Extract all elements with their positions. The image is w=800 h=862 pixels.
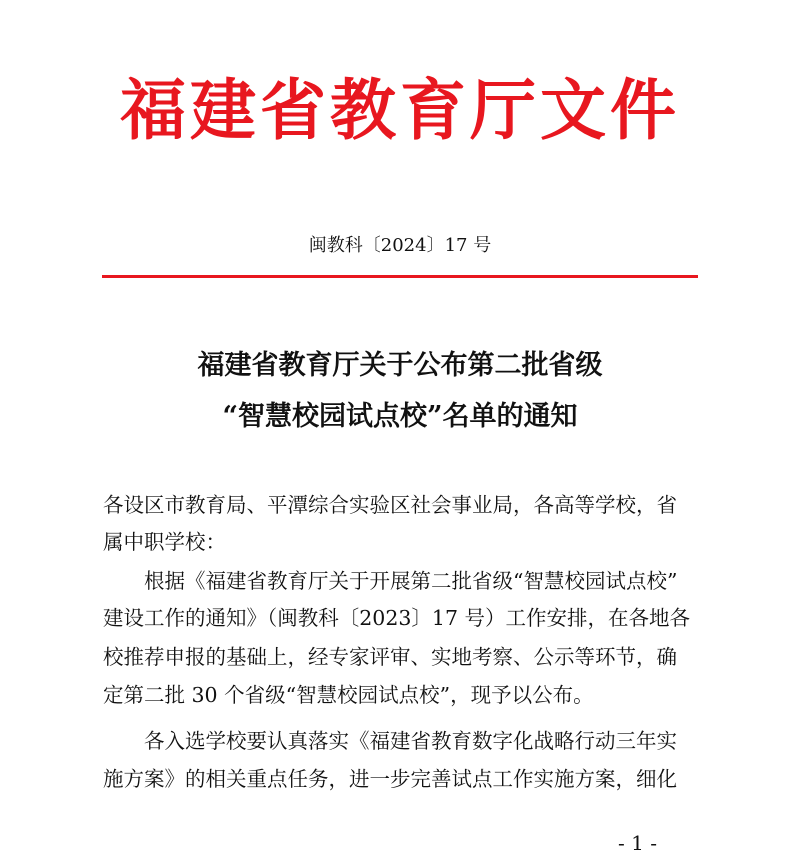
body-line: 施方案》的相关重点任务，进一步完善试点工作实施方案，细化: [103, 767, 677, 791]
body-line: 属中职学校：: [103, 530, 226, 554]
body-line: 各入选学校要认真落实《福建省教育数字化战略行动三年实: [103, 729, 677, 753]
notice-title-line-1: 福建省教育厅关于公布第二批省级: [197, 350, 603, 381]
page-number: - 1 -: [618, 831, 657, 855]
document-number: 闽教科〔2024〕17 号: [308, 235, 492, 256]
body-line: 建设工作的通知》（闽教科〔2023〕17 号）工作安排，在各地各: [103, 606, 691, 630]
body-line: 校推荐申报的基础上，经专家评审、实地考察、公示等环节，确: [103, 645, 677, 669]
document-header-title: 福建省教育厅文件: [120, 71, 680, 149]
body-line: 各设区市教育局、平潭综合实验区社会事业局，各高等学校，省: [103, 493, 677, 517]
body-line: 根据《福建省教育厅关于开展第二批省级“智慧校园试点校”: [103, 569, 678, 593]
body-line: 定第二批 30 个省级“智慧校园试点校”，现予以公布。: [103, 683, 594, 707]
red-divider-line: [102, 275, 698, 278]
notice-title-line-2: “智慧校园试点校”名单的通知: [222, 401, 578, 432]
